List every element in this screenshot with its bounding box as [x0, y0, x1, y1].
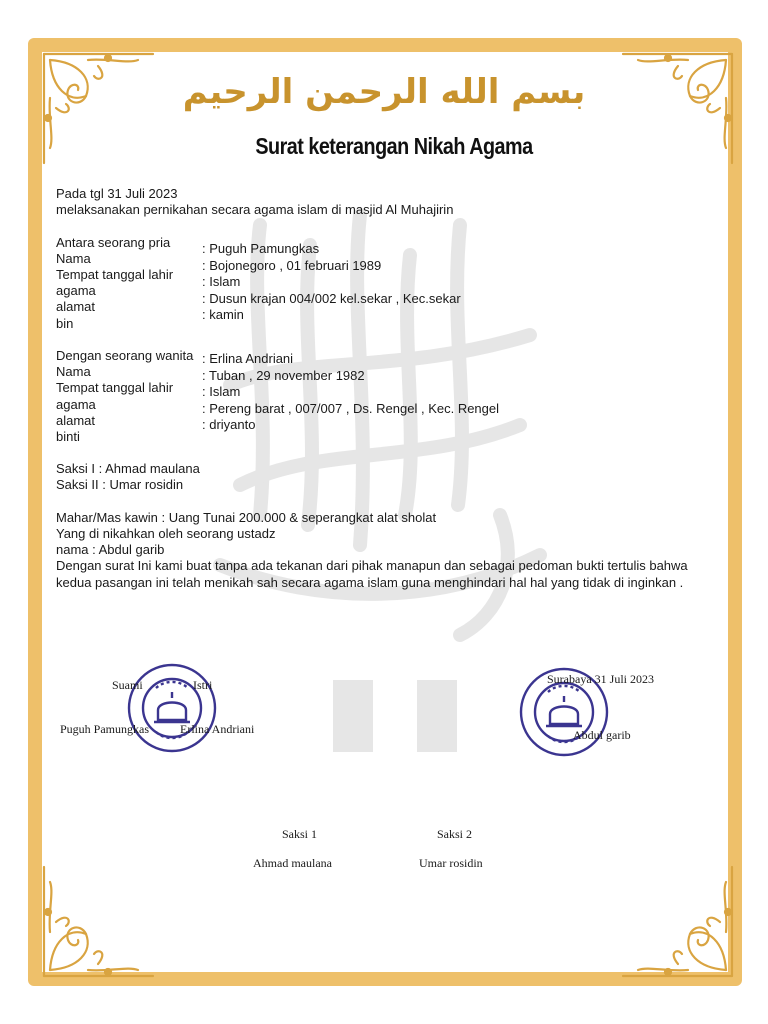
bride-label-nama: Nama: [56, 364, 91, 379]
bride-value-binti: : driyanto: [202, 417, 256, 432]
husband-label: Suami: [112, 678, 143, 692]
officiant-name-line: nama : Abdul garib: [56, 542, 165, 557]
groom-label-bin: bin: [56, 316, 74, 331]
groom-value-nama: : Puguh Pamungkas: [202, 241, 320, 256]
bride-label-ttl: Tempat tanggal lahir: [56, 380, 174, 395]
bride-label-agama: agama: [56, 397, 96, 412]
bride-heading: Dengan seorang wanita: [56, 348, 194, 363]
groom-label-agama: agama: [56, 283, 96, 298]
mahar-line: Mahar/Mas kawin : Uang Tunai 200.000 & seperangkat alat sholat: [56, 510, 437, 525]
bride-value-nama: : Erlina Andriani: [202, 351, 294, 366]
groom-value-ttl: : Bojonegoro , 01 februari 1989: [202, 258, 382, 273]
bride-label-binti: binti: [56, 429, 80, 444]
groom-heading: Antara seorang pria: [56, 235, 171, 250]
groom-label-ttl: Tempat tanggal lahir: [56, 267, 174, 282]
bride-value-agama: : Islam: [202, 384, 241, 399]
wife-label: Istri: [193, 678, 213, 692]
witness-2-label: Saksi 2: [437, 827, 473, 841]
husband-name: Puguh Pamungkas: [60, 722, 150, 736]
bride-label-alamat: alamat: [56, 413, 96, 428]
witness-1-label: Saksi 1: [282, 827, 318, 841]
witness-2-name: Umar rosidin: [419, 856, 483, 870]
intro-date-line: Pada tgl 31 Juli 2023: [56, 186, 178, 201]
groom-label-nama: Nama: [56, 251, 91, 266]
placeholder-block-right: [417, 680, 457, 752]
groom-value-alamat: : Dusun krajan 004/002 kel.sekar , Kec.sekar: [202, 291, 461, 306]
wife-name: Erlina Andriani: [180, 722, 255, 736]
statement-line-2: kedua pasangan ini telah menikah sah secara agama islam guna menghindari hal hal yang tidak di inginkan .: [56, 575, 684, 590]
officiant-intro-line: Yang di nikahkan oleh seorang ustadz: [56, 526, 276, 541]
statement-line-1: Dengan surat Ini kami buat tanpa ada tekanan dari pihak manapun dan sebagai pedoman bukti tertulis bahwa: [56, 558, 688, 573]
bride-value-ttl: : Tuban , 29 november 1982: [202, 368, 365, 383]
mosque-stamp-left: [126, 662, 218, 754]
witness-2-line: Saksi II : Umar rosidin: [56, 477, 184, 492]
witness-1-line: Saksi I : Ahmad maulana: [56, 461, 200, 476]
placeholder-block-left: [333, 680, 373, 752]
place-date: Surabaya 31 Juli 2023: [547, 672, 654, 686]
basmala-header: [0, 62, 768, 122]
document-title: Surat keterangan Nikah Agama: [255, 133, 533, 159]
groom-value-bin: : kamin: [202, 307, 244, 322]
intro-place-line: melaksanakan pernikahan secara agama islam di masjid Al Muhajirin: [56, 202, 454, 217]
witness-1-name: Ahmad maulana: [253, 856, 332, 870]
corner-ornament-bottom-left: [38, 862, 158, 982]
groom-label-alamat: alamat: [56, 299, 96, 314]
groom-value-agama: : Islam: [202, 274, 241, 289]
officiant-signature-name: Abdul garib: [573, 728, 631, 742]
bride-value-alamat: : Pereng barat , 007/007 , Ds. Rengel , Kec. Rengel: [202, 401, 500, 416]
basmala-text: بسم الله الرحمن الرحيم: [182, 72, 586, 112]
corner-ornament-bottom-right: [618, 862, 738, 982]
